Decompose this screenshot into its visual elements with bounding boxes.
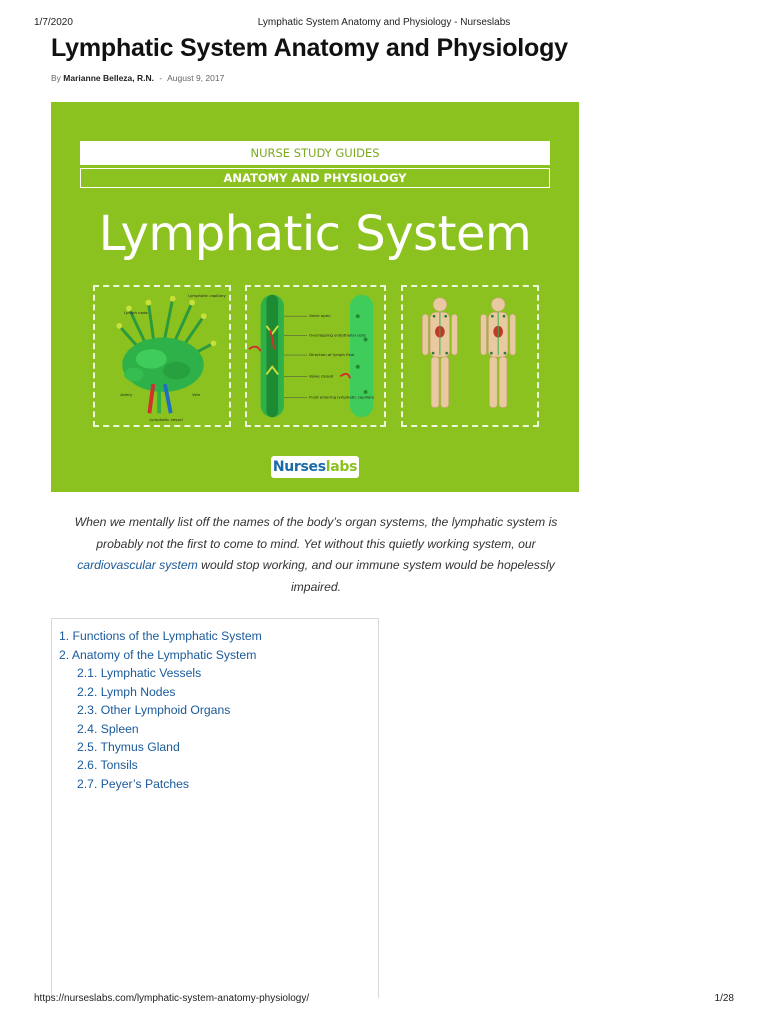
intro-text-start: When we mentally list off the names of the body’s organ systems, the lymphatic system is probably not the first to come to mind. Yet without this quietly working system, our [74,515,558,551]
cardiovascular-system-link[interactable]: cardiovascular system [77,558,198,572]
print-page-number: 1/28 [714,993,734,1004]
label-overlapping-cells: Overlapping endothelial cells [309,332,366,338]
capillary-valve-illustration [245,285,386,427]
label-lymph-node: Lymph node [124,310,148,316]
label-artery: Artery [120,391,133,397]
byline [51,73,224,83]
lymph-node-illustration [93,285,231,427]
by-label: By [51,73,61,83]
publish-date: August 9, 2017 [167,73,225,83]
label-lymphatic-capillary: Lymphatic capillary [188,292,226,298]
toc-item-functions[interactable]: 1. Functions of the Lymphatic System [59,629,262,643]
toc-item-lymphatic-vessels[interactable]: 2.1. Lymphatic Vessels [77,666,202,680]
featured-image [51,102,579,492]
label-fluid-entering: Fluid entering lymphatic capillary [309,394,375,400]
article-title: Lymphatic System Anatomy and Physiology [51,34,568,62]
nurseslabs-logo [271,456,359,478]
toc-item-lymph-nodes[interactable]: 2.2. Lymph Nodes [77,685,176,699]
toc-item-anatomy[interactable]: 2. Anatomy of the Lymphatic System [59,648,257,662]
toc-item-thymus-gland[interactable]: 2.5. Thymus Gland [77,740,180,754]
intro-paragraph [56,512,576,598]
banner-band-study-guides: NURSE STUDY GUIDES [80,141,550,165]
toc-item-peyers-patches[interactable]: 2.7. Peyer’s Patches [77,777,190,791]
human-figures-illustration [401,285,539,427]
banner-title: Lymphatic System [98,206,532,262]
banner-band-anatomy: ANATOMY AND PHYSIOLOGY [80,168,550,188]
print-date: 1/7/2020 [34,17,73,28]
label-valve-open: Valve open [309,313,331,319]
toc-item-tonsils[interactable]: 2.6. Tonsils [77,758,138,772]
logo-nurses: Nurses [272,459,326,475]
table-of-contents [51,618,379,998]
label-vein: Vein [192,391,201,397]
print-url: https://nurseslabs.com/lymphatic-system-anatomy-physiology/ [34,993,310,1004]
author-link[interactable]: Marianne Belleza, R.N. [63,73,154,83]
logo-labs: labs [325,459,358,475]
toc-item-spleen[interactable]: 2.4. Spleen [77,722,139,736]
toc-item-other-lymphoid-organs[interactable]: 2.3. Other Lymphoid Organs [77,703,231,717]
lymph-node-drawing [95,287,229,425]
human-figures-drawing [403,287,537,425]
print-header [34,17,734,31]
print-page-title: Lymphatic System Anatomy and Physiology - Nurseslabs [257,17,511,28]
label-valve-closed: Valve closed [309,373,334,379]
byline-separator: - [159,73,163,83]
intro-text-end: would stop working, and our immune system would be hopelessly impaired. [197,558,555,594]
label-lymph-flow: Direction of lymph flow [309,352,355,357]
capillary-valve-drawing [247,287,384,425]
label-lymphatic-vessel: Lymphatic vessel [149,417,183,423]
